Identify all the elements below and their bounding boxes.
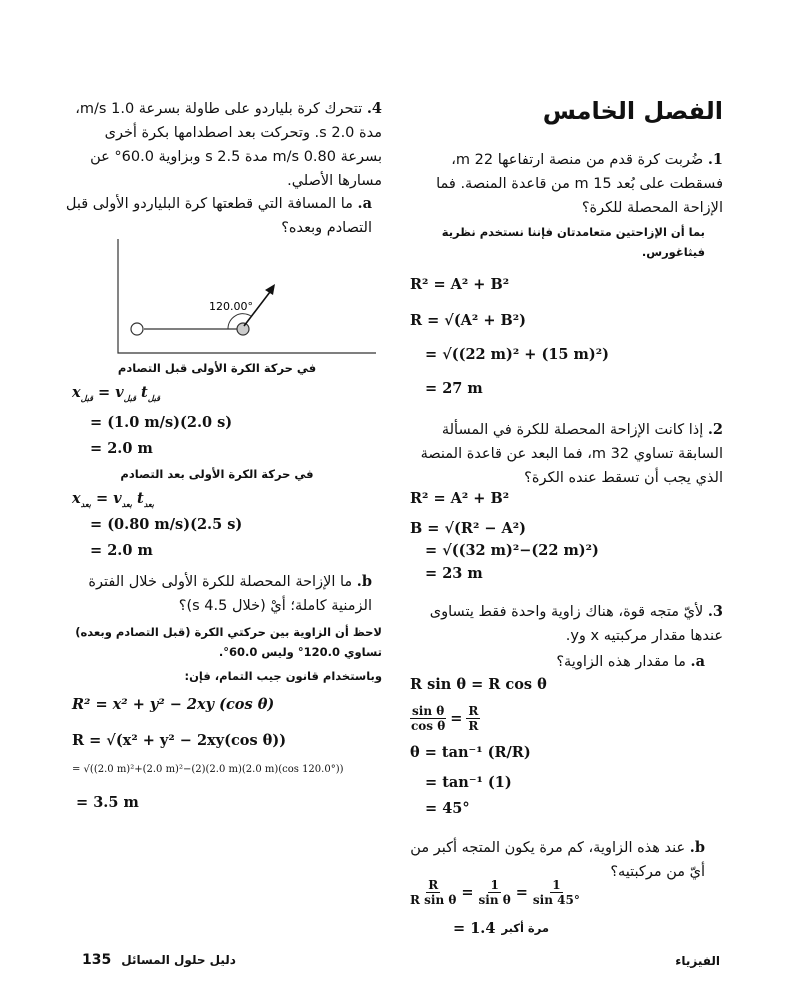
denominator: R sin θ bbox=[410, 893, 457, 907]
subscript: قبل bbox=[80, 392, 93, 403]
numerator: 1 bbox=[490, 878, 499, 892]
section-heading: في حركة الكرة الأولى بعد التصادم bbox=[120, 467, 314, 481]
equation: = 2.0 m bbox=[90, 542, 153, 559]
result-word: مرة أكبر bbox=[501, 921, 549, 935]
question-text: ضُربت كرة قدم من منصة ارتفاعها 22 m، فسقطت على بُعد 15 m من قاعدة المنصة. فما الإزاحة المحصلة للكرة؟ bbox=[436, 152, 723, 216]
equation: = 2.0 m bbox=[90, 440, 153, 457]
question-number: 4. bbox=[366, 100, 382, 117]
result-line bbox=[453, 918, 549, 938]
question-number: 1. bbox=[707, 151, 723, 168]
equation: R² = A² + B² bbox=[410, 490, 510, 507]
question-text: تتحرك كرة بلياردو على طاولة بسرعة 1.0 m/s، مدة 2.0 s. وتحركت بعد اصطدامها بكرة أخرى بسرعة 0.80 m/s مدة 2.5 s وبزاوية 60.0° عن مسارها الأصلي. bbox=[75, 101, 382, 189]
equation: $x_{بعد} = v_{بعد}$ $t_{بعد}$ bbox=[72, 490, 154, 509]
equation: R² = x² + y² − 2xy (cos θ) bbox=[72, 696, 275, 713]
part-text: ما مقدار هذه الزاوية؟ bbox=[556, 654, 686, 670]
equation: = 45° bbox=[425, 800, 470, 817]
equation: = √((22 m)² + (15 m)²) bbox=[425, 346, 609, 363]
solution-note: لاحظ أن الزاوية بين حركتي الكرة (قبل التصادم وبعده) تساوي 120.0° وليس 60.0°. bbox=[75, 625, 382, 659]
question-number: 3. bbox=[707, 603, 723, 620]
question-2 bbox=[405, 418, 723, 490]
part-text: ما المسافة التي قطعتها كرة البلياردو الأولى قبل التصادم وبعده؟ bbox=[65, 196, 372, 236]
arrowhead-icon bbox=[265, 284, 275, 295]
part-text: ما الإزاحة المحصلة للكرة الأولى خلال الفترة الزمنية كاملة؛ أيْ (خلال 4.5 s)؟ bbox=[88, 574, 372, 614]
billiard-diagram bbox=[117, 238, 377, 354]
subscript: قبل bbox=[147, 392, 160, 403]
numerator: sin θ bbox=[412, 704, 445, 718]
part-a bbox=[62, 192, 372, 240]
equation: = √((2.0 m)²+(2.0 m)²−(2)(2.0 m)(2.0 m)(cos 120.0°)) bbox=[72, 764, 344, 775]
part-label: a. bbox=[357, 195, 372, 212]
equation: = √((32 m)²−(22 m)²) bbox=[425, 542, 599, 559]
subscript: بعد bbox=[80, 498, 91, 509]
numerator: R bbox=[428, 878, 439, 892]
subscript: بعد bbox=[121, 498, 132, 509]
ball-impact-icon bbox=[237, 323, 249, 335]
section-heading: في حركة الكرة الأولى قبل التصادم bbox=[117, 361, 317, 375]
part-a bbox=[405, 650, 705, 674]
question-3 bbox=[405, 600, 723, 648]
angle-label: 120.00° bbox=[209, 300, 253, 313]
page-number: 135 bbox=[82, 952, 112, 968]
numerator: 1 bbox=[552, 878, 561, 892]
ball-start-icon bbox=[131, 323, 143, 335]
subscript: قبل bbox=[123, 392, 136, 403]
part-label: b. bbox=[689, 839, 705, 856]
denominator: sin θ bbox=[478, 893, 511, 907]
equation: R = √(x² + y² − 2xy(cos θ)) bbox=[72, 732, 287, 749]
equation: R sin θ = R cos θ bbox=[410, 676, 547, 693]
equation: $x_{قبل} = v_{قبل}$ $t_{قبل}$ bbox=[72, 384, 160, 403]
equation: = 1.4 bbox=[453, 919, 496, 937]
denominator: sin 45° bbox=[532, 893, 580, 907]
solution-note: بما أن الإزاحتين متعامدتان فإننا نستخدم نظرية فيثاغورس. bbox=[441, 225, 705, 259]
fraction bbox=[533, 878, 580, 907]
part-text: عند هذه الزاوية، كم مرة يكون المتجه أكبر من أيّ من مركبتيه؟ bbox=[410, 840, 705, 880]
solution-note: وباستخدام قانون جيب التمام، فإن: bbox=[184, 669, 382, 683]
equation: = 23 m bbox=[425, 565, 483, 582]
equation: R² = A² + B² bbox=[410, 276, 510, 293]
equation: = 3.5 m bbox=[76, 794, 139, 811]
fraction-equation: $\frac{R}{\text{R sin θ}}$ = $\frac{1}{\text{sin θ}}$ = $\frac{1}{\sin 45^\circ}$ bbox=[410, 878, 580, 907]
part-label: a. bbox=[690, 653, 705, 670]
chapter-title: الفصل الخامس bbox=[542, 97, 723, 125]
equation: θ = tan⁻¹ (R/R) bbox=[410, 744, 531, 761]
fraction bbox=[410, 704, 446, 733]
question-text: إذا كانت الإزاحة المحصلة للكرة في المسألة السابقة تساوي 32 m، فما البعد عن قاعدة المنصة الذي يجب أن تسقط عنده الكرة؟ bbox=[420, 422, 723, 486]
part-b bbox=[405, 836, 705, 884]
footer-left bbox=[82, 952, 236, 968]
fraction bbox=[479, 878, 511, 907]
fraction bbox=[466, 704, 480, 733]
question-4 bbox=[62, 97, 382, 193]
question-number: 2. bbox=[707, 421, 723, 438]
numerator: R bbox=[468, 704, 479, 718]
fraction-equation: $\frac{\text{sin θ}}{\text{cos θ}}$ = $\frac{R}{R}$ bbox=[410, 704, 479, 733]
denominator: R bbox=[468, 719, 479, 733]
part-b bbox=[62, 570, 372, 618]
equation: = (0.80 m/s)(2.5 s) bbox=[90, 516, 243, 533]
equation: = (1.0 m/s)(2.0 s) bbox=[90, 414, 233, 431]
equation: B = √(R² − A²) bbox=[410, 520, 526, 537]
equation: = 27 m bbox=[425, 380, 483, 397]
question-text: لأيّ متجه قوة، هناك زاوية واحدة فقط يتساوى عندها مقدار مركبتيه x وy. bbox=[429, 604, 723, 644]
part-label: b. bbox=[356, 573, 372, 590]
subscript: بعد bbox=[143, 498, 154, 509]
equation: R = √(A² + B²) bbox=[410, 312, 526, 329]
denominator: cos θ bbox=[410, 719, 446, 733]
question-1 bbox=[405, 148, 723, 220]
footer-subject: الفيزياء bbox=[675, 954, 720, 968]
guide-title: دليل حلول المسائل bbox=[121, 953, 236, 967]
fraction bbox=[410, 878, 456, 907]
equation: = tan⁻¹ (1) bbox=[425, 774, 512, 791]
